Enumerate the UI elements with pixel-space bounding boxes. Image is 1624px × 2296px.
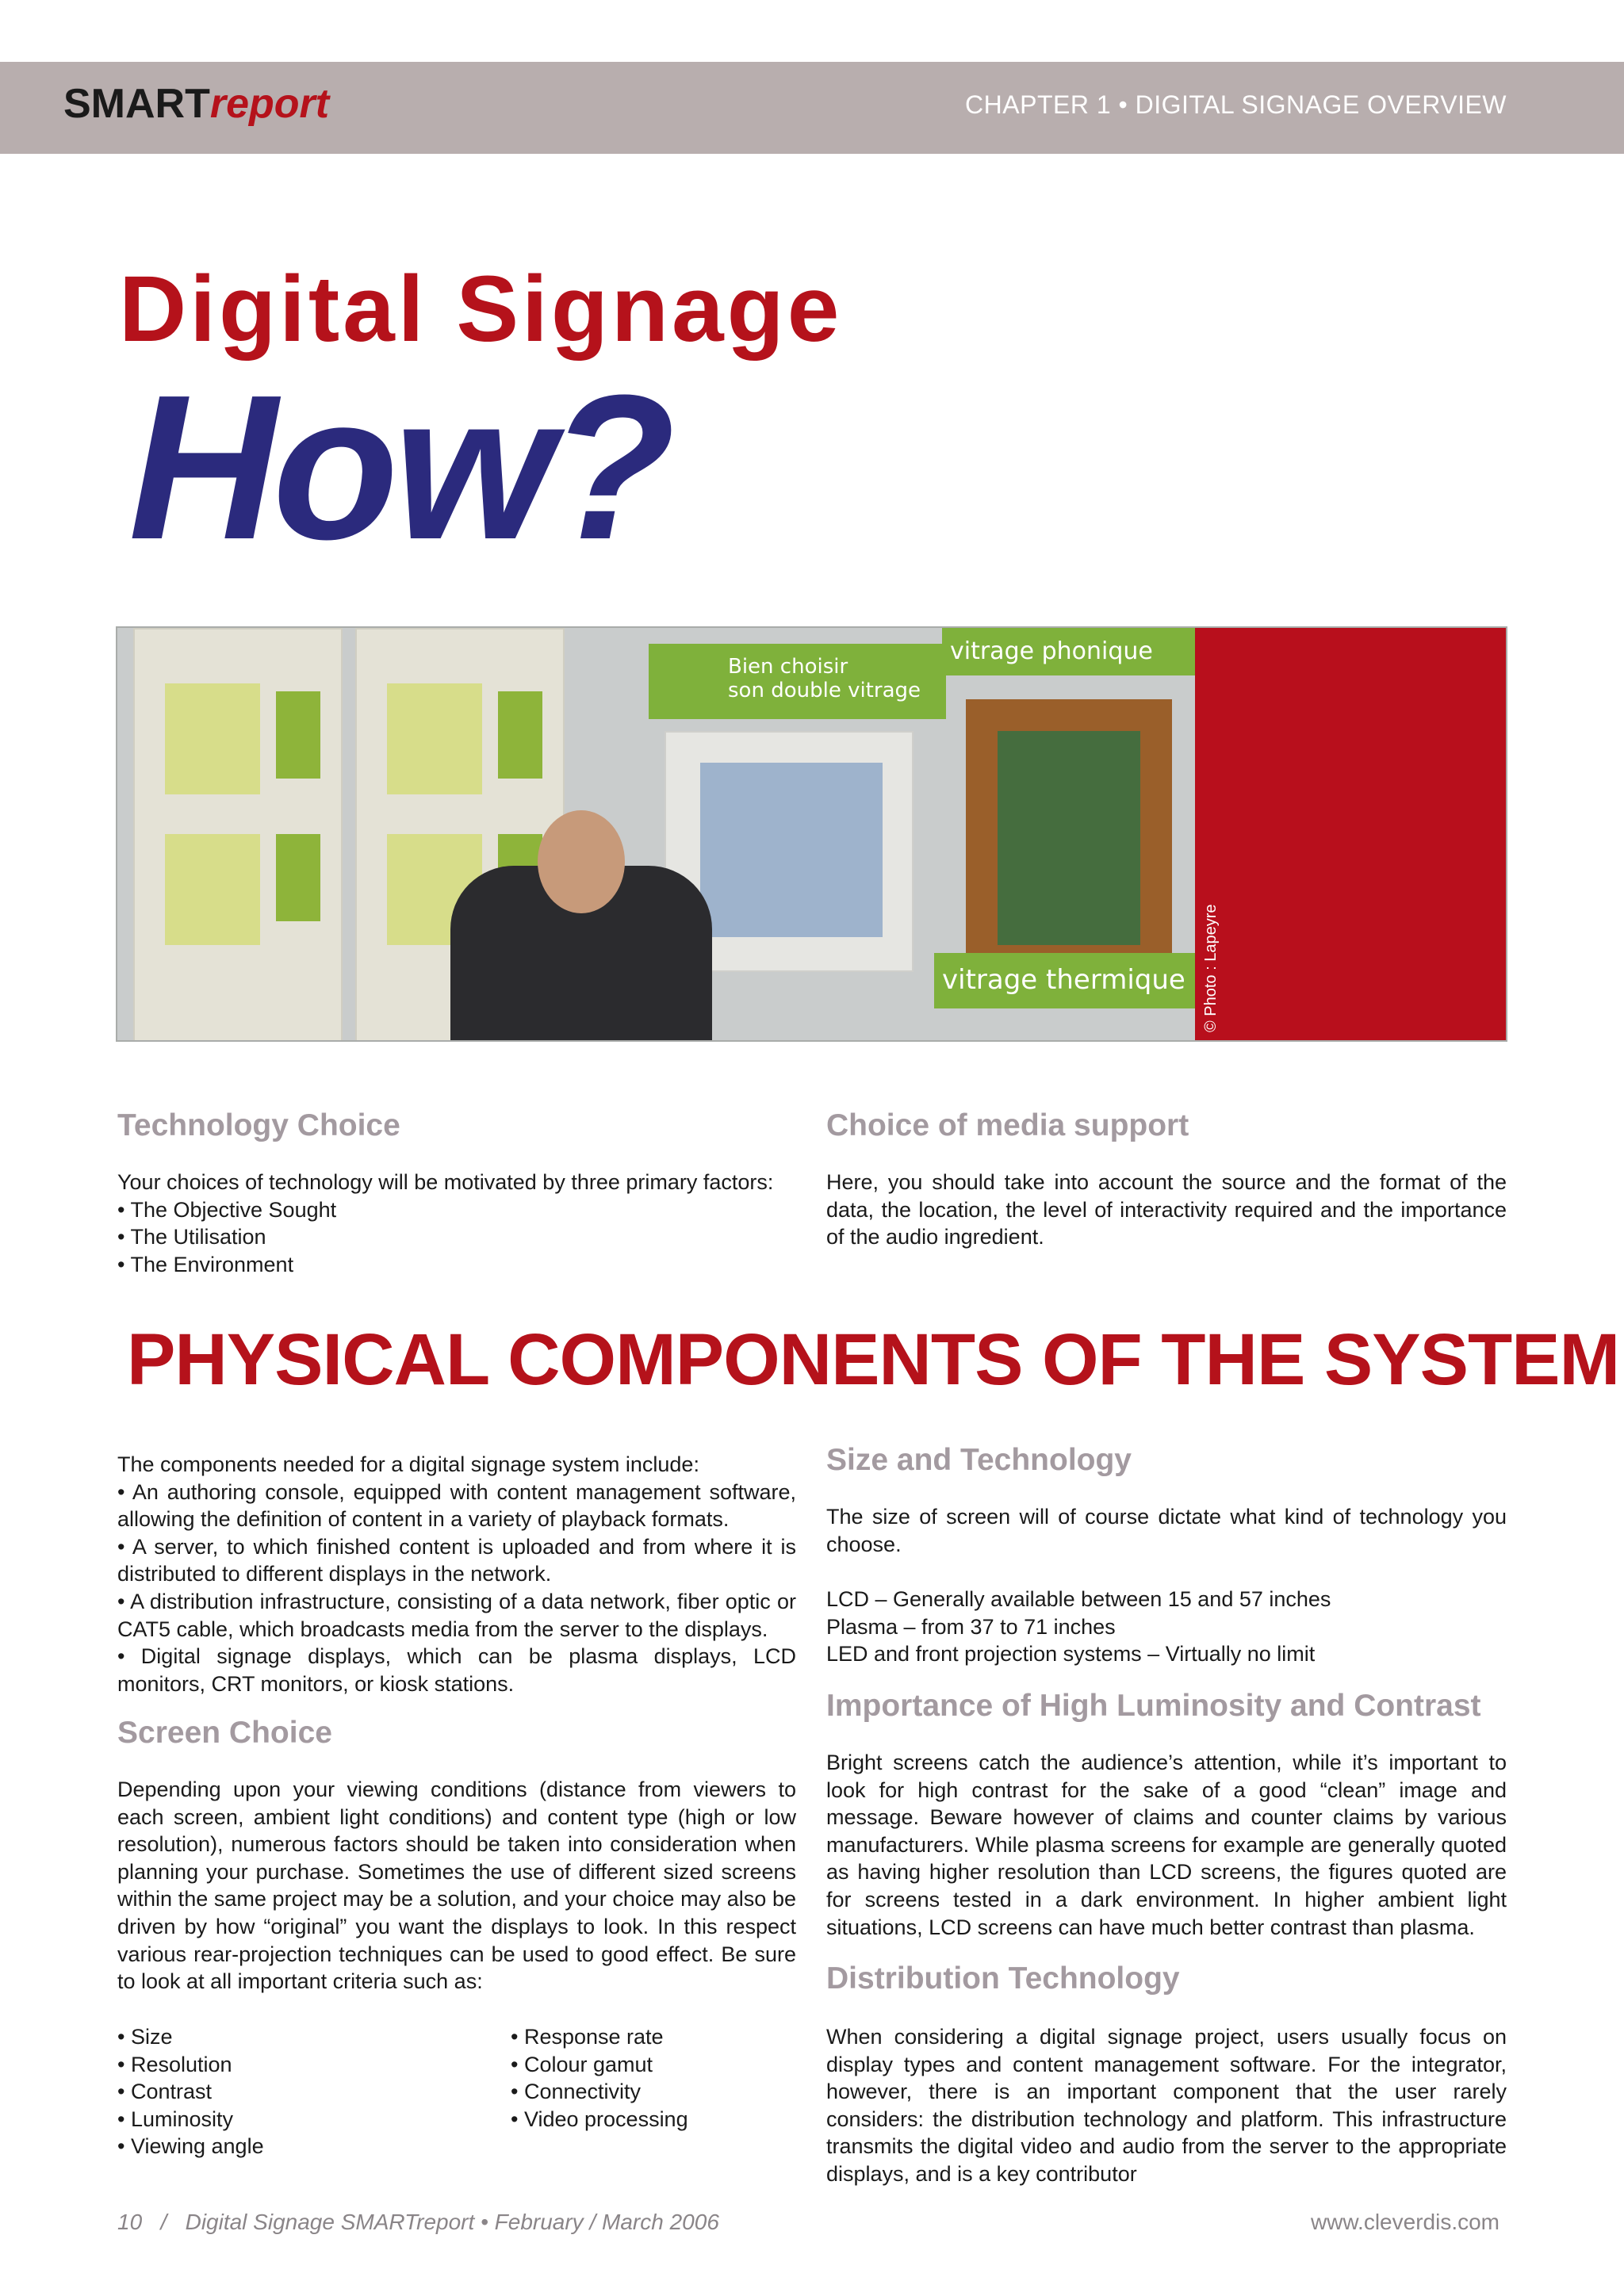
glass-pane — [165, 834, 260, 945]
logo-report: report — [209, 81, 330, 127]
size-technology-line: LED and front projection systems – Virtually no limit — [826, 1642, 1316, 1667]
components-intro: The components needed for a digital signage system include: — [117, 1452, 699, 1476]
smartreport-logo — [63, 76, 329, 132]
photo-credit: © Photo : Lapeyre — [1202, 904, 1220, 1032]
glass-pane — [387, 683, 482, 794]
criteria-item: • Contrast — [117, 2080, 212, 2104]
screen-choice-heading: Screen Choice — [117, 1716, 332, 1750]
technology-choice-line: • The Utilisation — [117, 1225, 266, 1249]
sign-top-line2: son double vitrage — [728, 679, 921, 702]
chapter-label: CHAPTER 1 • DIGITAL SIGNAGE OVERVIEW — [965, 90, 1507, 119]
criteria-item: • Response rate — [511, 2025, 664, 2049]
media-support-heading: Choice of media support — [826, 1108, 1189, 1142]
criteria-item: • Luminosity — [117, 2107, 234, 2131]
page-title-line1: Digital Signage — [119, 257, 843, 362]
person-head — [538, 810, 625, 913]
components-bullet: • A server, to which finished content is uploaded and from where it is distributed to different displays in the network. — [117, 1534, 796, 1586]
sign-top-right: vitrage phonique — [950, 637, 1153, 665]
size-technology-heading: Size and Technology — [826, 1443, 1132, 1477]
components-bullet: • Digital signage displays, which can be plasma displays, LCD monitors, CRT monitors, or kiosk stations. — [117, 1644, 796, 1696]
criteria-list-right — [511, 2023, 796, 2133]
luminosity-heading: Importance of High Luminosity and Contrast — [826, 1689, 1481, 1723]
window-sample-glass — [998, 731, 1140, 945]
kiosk-screen — [700, 763, 883, 937]
physical-components-heading: PHYSICAL COMPONENTS OF THE SYSTEM — [127, 1319, 1620, 1400]
technology-choice-line: • The Objective Sought — [117, 1197, 337, 1222]
logo-smart: SMART — [63, 81, 210, 127]
sign-bottom: vitrage thermique — [942, 964, 1185, 996]
sign-double-vitrage — [649, 644, 946, 719]
criteria-item: • Connectivity — [511, 2080, 642, 2104]
components-bullet: • A distribution infrastructure, consisting of a data network, fiber optic or CAT5 cable, which broadcasts media from the server to the displays. — [117, 1589, 796, 1641]
criteria-item: • Video processing — [511, 2107, 688, 2131]
screen-choice-text: Depending upon your viewing conditions (distance from viewers to each screen, ambient light conditions) and content type (high or low resolution), numerous factors should be taken into consideration when planning your purchase. Sometimes the use of different sized screens within the same project may be a solution, and your choice may also be driven by how “original” you want the displays to look. In this respect various rear-projection techniques can be used to good effect. Be sure to look at all important criteria such as: — [117, 1777, 796, 1994]
glass-pane — [165, 683, 260, 794]
sign-vitrage-thermique — [934, 953, 1196, 1008]
size-technology-text: The size of screen will of course dictate what kind of technology you choose. — [826, 1505, 1507, 1556]
criteria-item: • Resolution — [117, 2052, 232, 2076]
technology-choice-line: • The Environment — [117, 1252, 294, 1276]
criteria-item: • Viewing angle — [117, 2134, 264, 2159]
size-technology-line: LCD – Generally available between 15 and 57 inches — [826, 1587, 1331, 1611]
components-text — [117, 1451, 796, 1697]
wall-poster — [276, 834, 320, 921]
footer-left: 10 / Digital Signage SMARTreport • February / March 2006 — [117, 2210, 719, 2234]
distribution-heading: Distribution Technology — [826, 1961, 1180, 1996]
photo-credit-area — [1195, 683, 1506, 1032]
sign-top-line1: Bien choisir — [728, 655, 848, 679]
technology-choice-text — [117, 1169, 799, 1278]
media-support-text: Here, you should take into account the source and the format of the data, the location, the level of interactivity required and the importance of the audio ingredient. — [826, 1170, 1507, 1249]
wall-poster — [498, 691, 542, 779]
technology-choice-heading: Technology Choice — [117, 1108, 400, 1142]
distribution-text: When considering a digital signage project, users usually focus on display types and content management software. For the integrator, however, there is an important component that the user rarely considers: the distribution technology and platform. This infrastructure transmits the digital video and audio from the server to the appropriate displays, and is a key contributor — [826, 2025, 1507, 2186]
criteria-item: • Size — [117, 2025, 173, 2049]
size-technology-list — [826, 1586, 1507, 1668]
sign-vitrage-phonique — [942, 628, 1204, 675]
wall-poster — [276, 691, 320, 779]
criteria-item: • Colour gamut — [511, 2052, 653, 2076]
criteria-list-left — [117, 2023, 482, 2160]
footer-website-link[interactable]: www.cleverdis.com — [1310, 2210, 1500, 2234]
store-photo — [116, 626, 1507, 1042]
components-bullet: • An authoring console, equipped with content management software, allowing the definition of content in a variety of playback formats. — [117, 1479, 796, 1532]
luminosity-text: Bright screens catch the audience’s attention, while it’s important to look for high contrast for the sake of a good “clean” image and message. Beware however of claims and counter claims by various manufacturers. While plasma screens for example are generally quoted as having higher resolution than LCD screens, the figures quoted are for screens tested in a dark environment. In higher ambient light situations, LCD screens can have much better contrast than plasma. — [826, 1751, 1507, 1939]
page-title-line2: How? — [128, 353, 671, 583]
size-technology-line: Plasma – from 37 to 71 inches — [826, 1614, 1116, 1639]
technology-choice-line: Your choices of technology will be motivated by three primary factors: — [117, 1170, 774, 1194]
